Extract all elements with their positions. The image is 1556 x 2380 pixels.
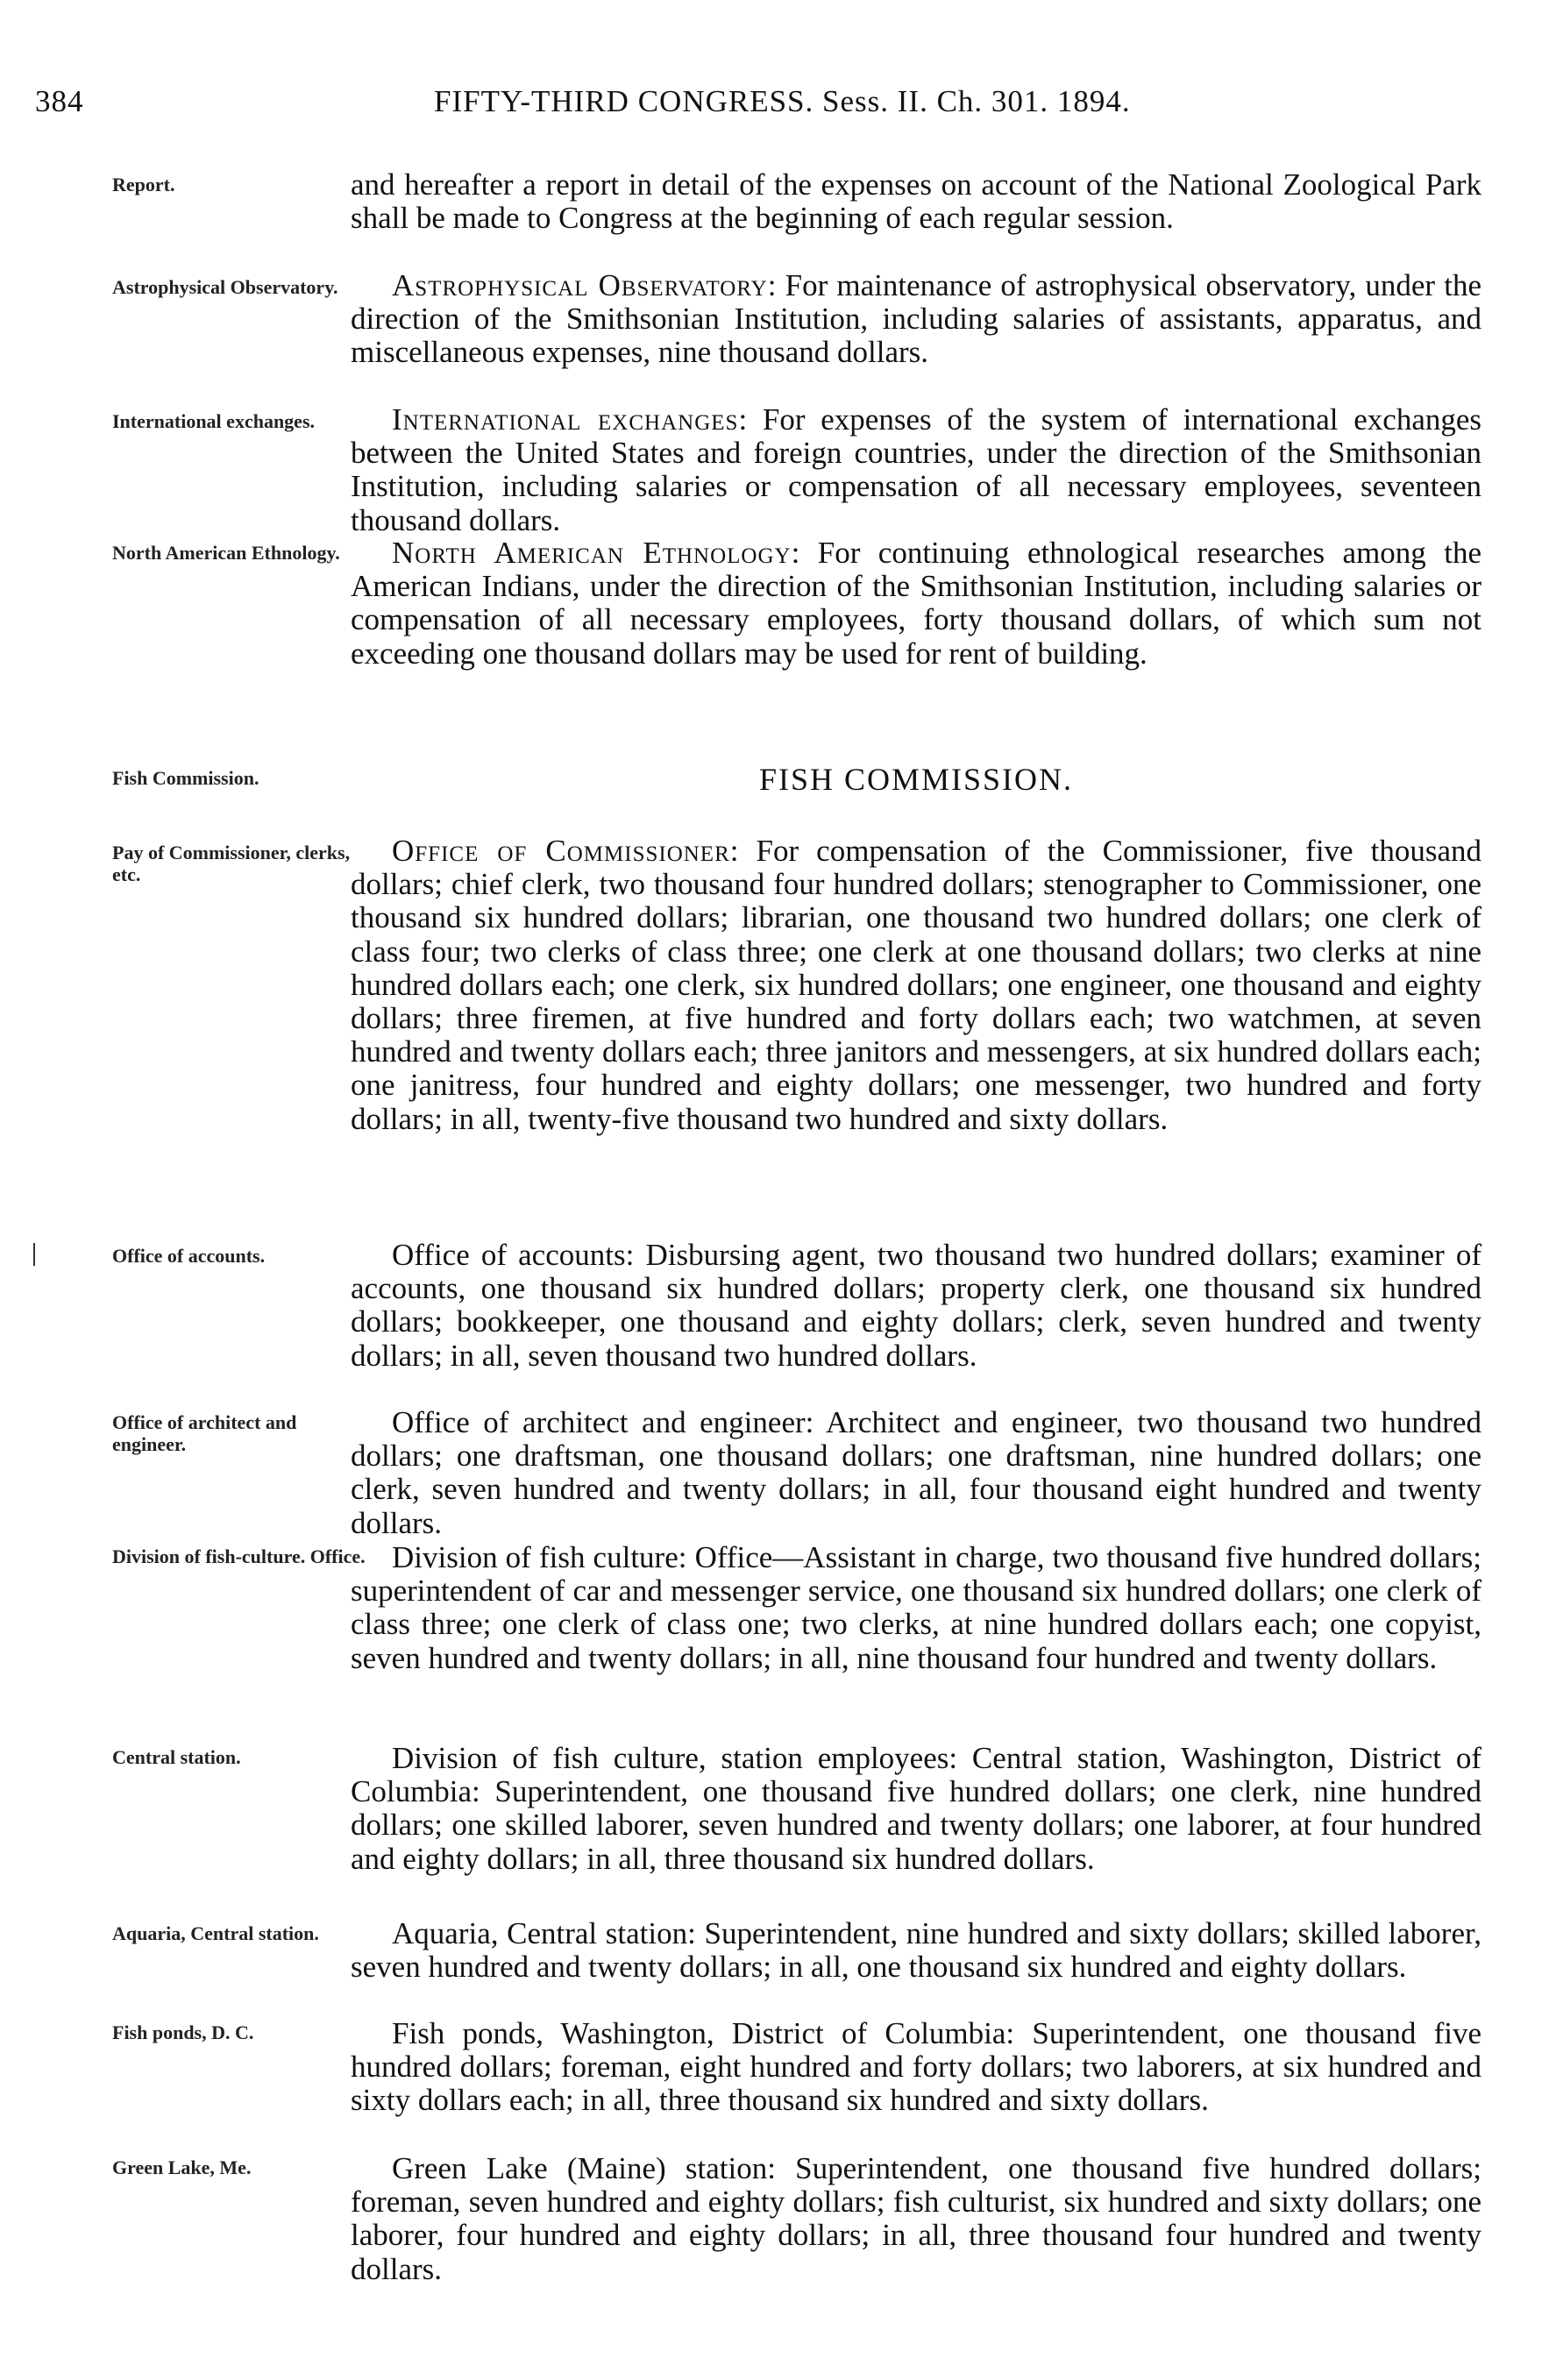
comm-text: : For compensation of the Commissioner, five thousand dollars; chief clerk, two thousand four hundred dollars; stenographer to Commissioner, one thousand six hundred dollars; librarian, one thousand two hundred dollars; one clerk of class four; two clerks of class three; one clerk at one thousand dollars; two clerks at nine hundred dollars each; one clerk, six hundred dollars; one engineer, one thousand and eighty dollars; three firemen, at five hundred and forty dollars each; two watchmen, at seven hundred and twenty dollars each; three janitors and messengers, at six hundred dollars each; one janitress, four hundred and eighty dollars; one messenger, two hundred and forty dollars; in all, twenty-five thousand two hundred and sixty dollars. bbox=[351, 834, 1481, 1136]
paragraph-green-lake bbox=[351, 2152, 1481, 2286]
paragraph-ethnology bbox=[351, 536, 1481, 671]
margin-note-international: International exchanges. bbox=[112, 410, 315, 432]
paragraph-aquaria bbox=[351, 1917, 1481, 1984]
eth-text: : For continuing ethnological researches among the American Indians, under the direction of the Smithsonian Institution, including salaries or compensation of all necessary employees, forty thousand dollars, of which sum not exceeding one thousand dollars may be used for rent of building. bbox=[351, 536, 1481, 671]
architect-text: Office of architect and engineer: Architect and engineer, two thousand two hundred dollars; one draftsman, one thousand dollars; one draftsman, nine hundred dollars; one clerk, seven hundred and twenty dollars; in all, four thousand eight hundred and twenty dollars. bbox=[351, 1405, 1481, 1540]
paragraph-report bbox=[351, 168, 1481, 235]
intl-text: : For expenses of the system of international exchanges between the United States and foreign countries, under the direction of the Smithsonian Institution, including salaries or compensation of all necessary employees, seventeen thousand dollars. bbox=[351, 402, 1482, 537]
margin-note-fish-ponds: Fish ponds, D. C. bbox=[112, 2021, 254, 2043]
margin-note-ethnology: North American Ethnology. bbox=[112, 542, 340, 564]
section-heading-fish-commission: FISH COMMISSION. bbox=[758, 762, 1074, 797]
aquaria-text: Aquaria, Central station: Superintendent, nine hundred and sixty dollars; skilled laborer, seven hundred and twenty dollars; in all, one thousand six hundred and eighty dollars. bbox=[351, 1916, 1481, 1985]
page-header bbox=[35, 60, 1473, 118]
eth-lead: North American Ethnology bbox=[392, 536, 792, 570]
intl-lead: International exchanges bbox=[392, 402, 739, 437]
margin-note-pay: Pay of Commissioner, clerks, etc. bbox=[112, 842, 351, 885]
margin-note-accounts: Office of accounts. bbox=[112, 1245, 266, 1267]
margin-note-central-station: Central station. bbox=[112, 1746, 241, 1768]
paragraph-accounts bbox=[351, 1239, 1481, 1373]
paragraph-commissioner bbox=[351, 835, 1481, 1136]
report-text: and hereafter a report in detail of the expenses on account of the National Zoological Park shall be made to Congress at the beginning of each regular session. bbox=[351, 167, 1481, 236]
paragraph-architect bbox=[351, 1406, 1481, 1540]
margin-note-aquaria: Aquaria, Central station. bbox=[112, 1922, 319, 1944]
astro-text: : For maintenance of astrophysical observatory, under the direction of the Smithsonian Institution, including salaries of assistants, apparatus, and miscellaneous expenses, nine thousand dollars. bbox=[351, 268, 1481, 370]
margin-note-astrophysical: Astrophysical Observatory. bbox=[112, 276, 338, 298]
central-text: Division of fish culture, station employees: Central station, Washington, District of Columbia: Superintendent, one thousand five hundred dollars; one clerk, nine hundred dollars; one skilled laborer, seven hundred and twenty dollars; one laborer, at four hundred and eighty dollars; in all, three thousand six hundred dollars. bbox=[351, 1741, 1481, 1876]
green-lake-text: Green Lake (Maine) station: Superintendent, one thousand five hundred dollars; foreman, seven hundred and eighty dollars; fish culturist, six hundred and sixty dollars; one laborer, four hundred and eighty dollars; in all, three thousand four hundred and twenty dollars. bbox=[351, 2151, 1481, 2286]
comm-lead: Office of Commissioner bbox=[392, 834, 730, 868]
margin-note-report: Report. bbox=[112, 174, 175, 195]
margin-note-green-lake: Green Lake, Me. bbox=[112, 2156, 252, 2178]
running-title: FIFTY-THIRD CONGRESS. Sess. II. Ch. 301. 1894. bbox=[434, 84, 1131, 118]
paragraph-international bbox=[351, 403, 1481, 537]
margin-rule bbox=[33, 1243, 35, 1266]
margin-note-fish-commission: Fish Commission. bbox=[112, 767, 259, 789]
paragraph-central-station bbox=[351, 1742, 1481, 1876]
accounts-text: Office of accounts: Disbursing agent, two thousand two hundred dollars; examiner of accounts, one thousand six hundred dollars; property clerk, one thousand six hundred dollars; bookkeeper, one thousand and eighty dollars; clerk, seven hundred and twenty dollars; in all, seven thousand two hundred dollars. bbox=[351, 1238, 1481, 1373]
paragraph-fish-ponds bbox=[351, 2017, 1481, 2118]
page-number: 384 bbox=[35, 84, 84, 118]
astro-lead: Astrophysical Observatory bbox=[392, 268, 768, 302]
margin-note-fish-culture: Division of fish-culture. Office. bbox=[112, 1545, 366, 1567]
ponds-text: Fish ponds, Washington, District of Columbia: Superintendent, one thousand five hundred dollars; foreman, eight hundred and forty dollars; two laborers, at six hundred and sixty dollars each; in all, three thousand six hundred and sixty dollars. bbox=[351, 2016, 1481, 2118]
culture-text: Division of fish culture: Office—Assistant in charge, two thousand five hundred dollars; superintendent of car and messenger service, one thousand six hundred dollars; one clerk of class three; one clerk of class one; two clerks, at nine hundred dollars each; one copyist, seven hundred and twenty dollars; in all, nine thousand four hundred and twenty dollars. bbox=[351, 1540, 1481, 1675]
margin-note-architect: Office of architect and engineer. bbox=[112, 1411, 297, 1455]
paragraph-fish-culture bbox=[351, 1541, 1481, 1675]
paragraph-astrophysical bbox=[351, 269, 1481, 370]
